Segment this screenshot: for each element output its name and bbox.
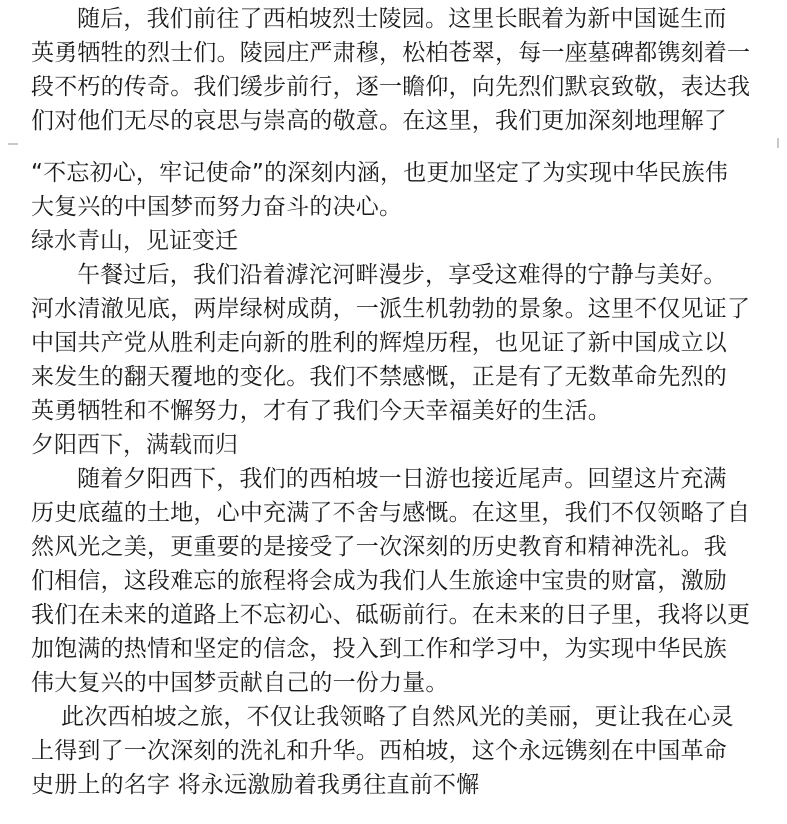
text-line: 历史底蕴的土地，心中充满了不舍与感慨。在这里，我们不仅领略了自: [31, 500, 751, 526]
text-line: 中国共产党从胜利走向新的胜利的辉煌历程，也见证了新中国成立以: [31, 330, 727, 356]
text-line: “不忘初心，牢记使命”的深刻内涵，也更加坚定了为实现中华民族伟: [31, 160, 729, 186]
paragraph-conclusion: [31, 700, 771, 802]
text-line: 加饱满的热情和坚定的信念，投入到工作和学习中，为实现中华民族: [31, 636, 727, 662]
text-line: 然风光之美，更重要的是接受了一次深刻的历史教育和精神洗礼。我: [31, 534, 727, 560]
text-line: 史册上的名字 将永远激励着我勇往直前不懈: [31, 772, 480, 798]
text-line: 河水清澈见底，两岸绿树成荫，一派生机勃勃的景象。这里不仅见证了: [31, 296, 751, 322]
paragraph-sunset: [31, 462, 771, 700]
text-line: 随后，我们前往了西柏坡烈士陵园。这里长眠着为新中国诞生而: [77, 6, 727, 32]
page-break: [0, 138, 787, 150]
text-line: 们对他们无尽的哀思与崇高的敬意。在这里，我们更加深刻地理解了: [31, 108, 727, 134]
text-line: 上得到了一次深刻的洗礼和升华。西柏坡，这个永远镌刻在中国革命: [31, 738, 727, 764]
section-heading: 绿水青山，见证变迁: [31, 228, 238, 254]
text-line: 此次西柏坡之旅，不仅让我领略了自然风光的美丽，更让我在心灵: [61, 704, 734, 730]
paragraph-cemetery: [31, 2, 771, 138]
text-line: 来发生的翻天覆地的变化。我们不禁感慨，正是有了无数革命先烈的: [31, 364, 727, 390]
text-line: 大复兴的中国梦而努力奋斗的决心。: [31, 194, 403, 220]
paragraph-river: [31, 258, 771, 428]
text-line: 英勇牺牲和不懈努力，才有了我们今天幸福美好的生活。: [31, 398, 611, 424]
text-line: 午餐过后，我们沿着滹沱河畔漫步，享受这难得的宁静与美好。: [77, 262, 727, 288]
text-line: 段不朽的传奇。我们缓步前行，逐一瞻仰，向先烈们默哀致敬，表达我: [31, 74, 751, 100]
text-line: 英勇牺牲的烈士们。陵园庄严肃穆，松柏苍翠，每一座墓碑都镌刻着一: [31, 40, 751, 66]
page-corner-mark: [8, 143, 18, 145]
text-line: 随着夕阳西下，我们的西柏坡一日游也接近尾声。回望这片充满: [77, 466, 727, 492]
text-line: 们相信，这段难忘的旅程将会成为我们人生旅途中宝贵的财富，激励: [31, 568, 727, 594]
text-line: 我们在未来的道路上不忘初心、砥砺前行。在未来的日子里，我将以更: [31, 602, 751, 628]
page-corner-mark: [777, 138, 779, 148]
section-heading: 夕阳西下，满载而归: [31, 432, 238, 458]
text-line: 伟大复兴的中国梦贡献自己的一份力量。: [31, 670, 449, 696]
paragraph-cemetery-continued: [31, 156, 771, 224]
